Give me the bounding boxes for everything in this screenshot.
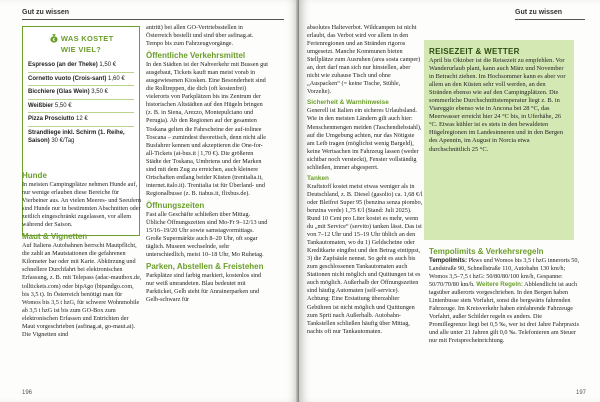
label-weitere: Weitere Regeln: xyxy=(476,281,523,289)
right-col-1 xyxy=(307,24,423,336)
heading-tempolimits: Tempolimits & Verkehrsregeln xyxy=(429,247,544,256)
head-rule-right xyxy=(515,19,585,20)
text-oeffentliche: In den Städten ist der Nahverkehr mit Bussen gut ausgebaut, Tickets kauft man meist vorab in ausgewiesenen Kiosken. Eine Besonderheit sind die Rolltreppen, die dich (oft kostenfrei) vielerorts von Parkplätzen bis ins Zentrum der historischen Altstädten auf den Hügeln bringen (z. B. in Siena, Arezzo, Montepulciano und Perugia). Ab den Regionen auf der gesamten Toskana gelten die Fahrscheine der auf-tolinee Toscana – zumindest theoretisch, denn nicht alle Busfahrer kennen und akzeptieren die One-for-all-Tickets (at-bus.it | 1,70 €). Die größeren Städte der Toskana, Umbriens und der Marken sind mit dem Zug zu erreichen, auch kleinere Ortschaften entlang beider Küsten (trenitalia.it, internet.italo.it). Trenitalia ist für Überland- und Regionalbusse (z. B. itabus.it, flixbus.de). xyxy=(146,61,269,197)
text-col2-intro: antritt) bei allen GO-Vertriebsstellen in Österreich bestellt und sind über asfinag.at. Tempo bis zum Fahrzeugvorgänge. xyxy=(146,24,254,48)
page-number-left: 196 xyxy=(22,390,33,396)
heading-oeffnungszeiten: Öffnungszeiten xyxy=(146,200,205,210)
price-item: Espresso (an der Theke) 1,50 € xyxy=(28,59,134,73)
price-title-line1: WAS KOSTET xyxy=(60,33,114,43)
price-item: Cornetto vuoto (Crois-sant) 1,60 € xyxy=(28,73,134,87)
left-page xyxy=(0,0,299,402)
left-col-2 xyxy=(146,24,268,304)
text-sicherheit: Generell ist Italien ein sicheres Urlaubsland. Wie in den meisten Ländern gilt auch hier: Menschenmengen meiden (Taschendiebstahl), auf die Umgebung achten, nur das Nötigste am Leib tragen (möglichst wenig Bargeld), keine Wertsachen im Fahrzeug lassen (weder sichtbar noch versteckt), Fenster vollständig schließen, immer abgesperrt. xyxy=(307,107,422,171)
reisezeit-box xyxy=(424,40,574,240)
heading-reisezeit: REISEZEIT & WETTER xyxy=(429,47,520,56)
head-rule-left xyxy=(22,19,284,20)
price-item: Strandliege inkl. Schirm (1. Reihe, Saison) 30 €/Tag xyxy=(28,129,125,144)
text-parken: Parkplätze sind farbig markiert, kostenlos sind nur weiß umrandeten. Blau bedeutet mit Parkticket, Gelb steht für Anrainerparken und Gelb-schwarz für xyxy=(146,272,262,304)
money-bag-icon xyxy=(49,33,59,45)
running-head-right: Gut zu wissen xyxy=(515,9,563,16)
heading-sicherheit: Sicherheit & Warnhinweise xyxy=(307,99,389,107)
heading-tanken: Tanken xyxy=(307,174,329,182)
label-tempolimits: Tempolimits: xyxy=(429,257,468,264)
heading-hunde: Hunde xyxy=(22,171,47,180)
price-item: Bicchiere (Glas Wein) 3,50 € xyxy=(28,86,134,100)
price-title-line2: WIE VIEL? xyxy=(60,45,102,54)
text-reisezeit: April bis Oktober ist die Reisezeit zu empfehlen. Vor Wanderurlaub plant, kann auch März und November in Betracht ziehen. Im Hochsommer kann es aber vor allem an den Küsten sehr voll werden, an den Stränden ebenso wie auf den Campingplätzen. Die sommerliche Durchschnittstemperatur liegt z. B. in Viareggio ebenso wie in Ancona bei 28 °C, das Meerwasser erreicht hier 24 °C bis, in Uferhähe, 26 °C. Etwas kühler ist es stets in den bewaldeten Hügelregionen im Landesinneren und in den Bergen des Apennin, im August in Norcia etwa durchschnittlich 25 °C. xyxy=(429,57,566,153)
heading-oeffentliche: Öffentliche Verkehrsmittel xyxy=(146,51,246,61)
running-head-left: Gut zu wissen xyxy=(22,9,70,16)
svg-text:€: € xyxy=(52,37,55,43)
heading-maut: Maut & Vignetten xyxy=(22,232,88,242)
text-oeffnungszeiten: Fast alle Geschäfte schließen über Mittag. Übliche Öffnungszeiten sind Mo-Fr 9–12/13 und 15/16–19/20 Uhr sowie samstagvormittags. Große Supermärkte auch 8–20 Uhr, oft sogar täglich. Museen wechselnde, sehr unterschiedlich, meist 10–18 Uhr, Mo Ruhetag. xyxy=(146,210,268,259)
price-box-title xyxy=(23,33,139,54)
text-maut: Auf Italiens Autobahnen herrscht Mautpflicht, die zahlt an Mautstationen die gefahrenen Kilometer bar oder mit Karte. Abkürzung und schnellere Durchfahrt bei elektronischen Erfassung, z. B. mit Telepass (adac-mautbox.de, tolltickets.com) oder bipAgo (bipandgo.com, bis 3,5 t). In Österreich benötigt man für Womos bis 3,5 t hzG, für schwere Wohnmobile ab 3,5 t hzG ist bis zum GO-Box zum elektronischen Erfassen und Entrichten der Maut vorgeschrieben (asfinag.at, go-maut.at). Die Vignetten sind xyxy=(22,242,142,338)
left-col-1 xyxy=(22,168,142,339)
text-tanken: Kraftstoff kostet meist etwas weniger als in Deutschland, z. B. Diesel (gasolio) ca. 1,68 €/l oder Bleifrei Super 95 (benzina senza piombo, benzina verde) 1,75 €/l (Stand: Juli 2025). Rund 10 Cent pro Liter kostet es mehr, wenn du „mit Service“ (servito) tanken lässt. Das ist von 7–12 Uhr und 15–19 Uhr üblich an den Tankautomaten, wo du 1) Geldscheine oder Kreditkarte eingibst und den Betrag eintippst, 3) die Zapfsäule nennst. So geht es auch bis zum geschlossenen Tankautomaten auch Stationen nicht möglich und Quittungen ist es auch möglich. Außerhalb der Öffnungszeiten sind häufig Automaten (self-service). xyxy=(307,182,423,295)
text-col3-intro: absolutes Halteverbot. Wildcampen ist nicht erlaubt, das Verbot wird vor allem in den Ferienregionen und an Stränden rigoros umgesetzt. Manche Kommunen bieten Stellplätze zum Ausruhen (area sosta camper) an, dort darf man sich nur hinstellen, aber nicht wie zuhause Tisch und ohne „Auspacken“ (= keine Tische, Stühle, Vorzelte). xyxy=(307,24,421,96)
value-weitere: Abblendlicht ist auch tagsüber außerorts vorgeschrieben. In den Bergen haben Linienbusse stets Vorfahrt, sonst die bergwärts fahrenden Fahrzeuge. Im Kreisverkehr haben einfahrende Fahrzeuge Vorfahrt, außer Schilder regeln es anders. Die Promillegrenze liegt bei 0,5 ‰, wer ist drei Jahre Fahrpraxis und alle unter 21 Jahren gilt 0,0 ‰. Telefonieren am Steuer nur mit Freisprecheinrichtung. xyxy=(429,281,580,345)
price-list xyxy=(28,59,134,147)
price-item: Pizza Prosciutto 12 € xyxy=(28,113,134,127)
text-tank-warning: Achtung: Eine Erstattung überzahlter Gebühren ist nicht möglich und Quittungen zum Sprit nach Außerhalb. Autobahn-Tankstellen schließen häufig über Mittag, nachts oft nur Tankautomaten. xyxy=(307,295,415,335)
value-tempolimits: Pkws und Womos bis 3,5 t hzG innerorts 50, Landstraße 90, Schnellstraße 110, Autobahn 130 km/h; Womos 3,5–7,5 t hzG: 50/80/80/100 km/h, Gespanne: 50/70/70/80 km/h. xyxy=(429,257,580,289)
right-page xyxy=(299,0,600,402)
text-tempolimits xyxy=(429,257,579,346)
text-hunde: In meisten Campingplätze nehmen Hunde auf, nur wenige erlauben diese Bereiche für Vierbeiner aus. An vielen Meeres- und Seeufern sind Hunde nur in bestimmten Abschnitten oder zeitlich eingeschränkt zugelassen, vor allem während der Saison. xyxy=(22,181,142,229)
page-number-right: 197 xyxy=(575,390,586,396)
price-item: Weißbier 5,50 € xyxy=(28,100,134,114)
right-col-2 xyxy=(429,244,579,346)
heading-parken: Parken, Abstellen & Freistehen xyxy=(146,262,264,272)
